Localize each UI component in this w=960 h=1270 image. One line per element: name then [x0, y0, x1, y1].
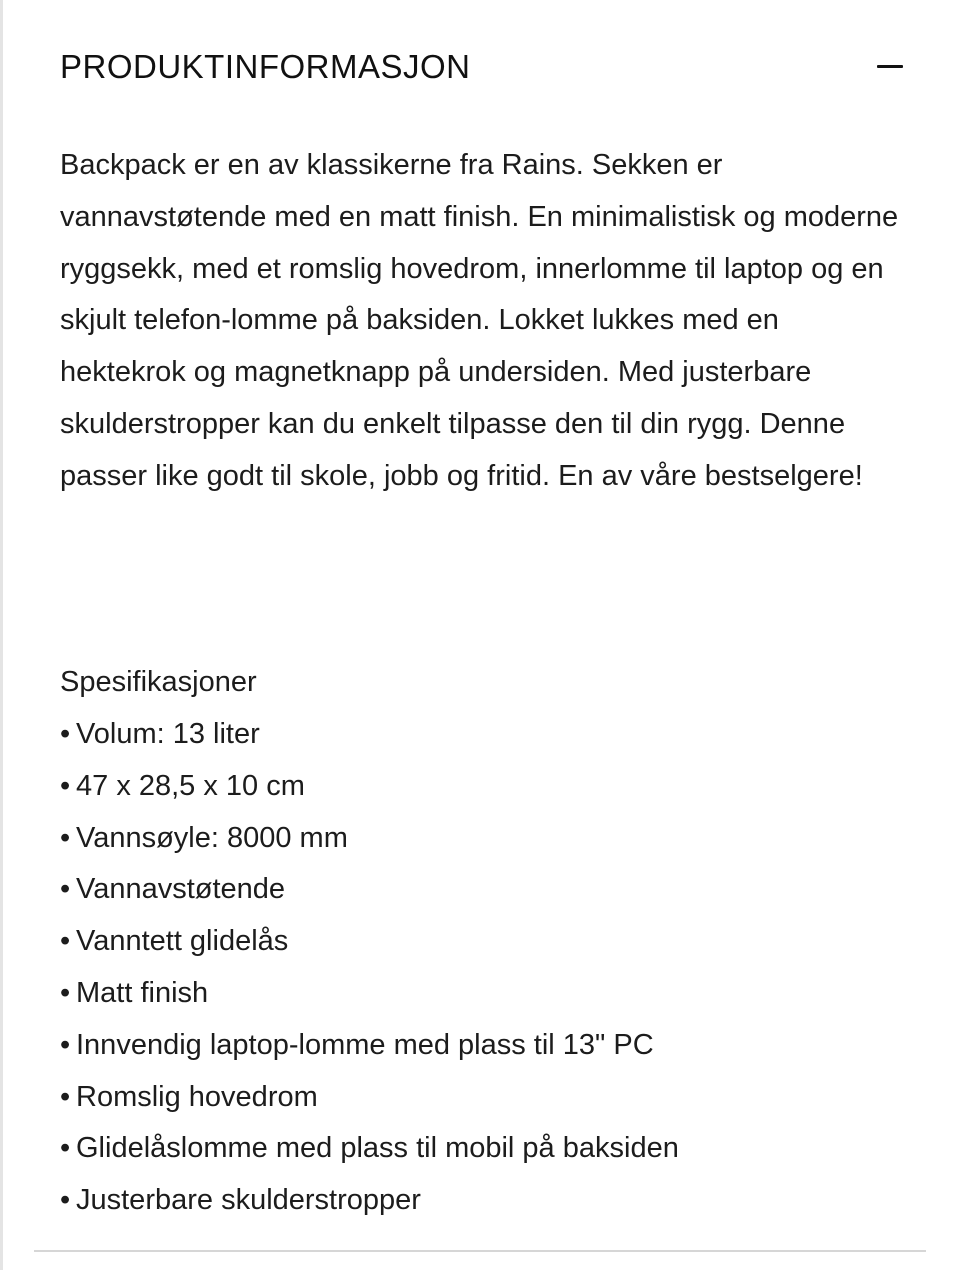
- section-divider: [34, 1250, 926, 1252]
- specifications-list: [60, 709, 910, 1227]
- spec-item: • Justerbare skulderstropper: [60, 1175, 910, 1227]
- spec-item: • Matt finish: [60, 968, 910, 1020]
- spec-item: • Vannavstøtende: [60, 864, 910, 916]
- specifications-heading: Spesifikasjoner: [60, 666, 257, 698]
- spec-item: • Volum: 13 liter: [60, 709, 910, 761]
- accordion-title: PRODUKTINFORMASJON: [60, 48, 471, 85]
- product-description: Backpack er en av klassikerne fra Rains. Sekken er vannavstøtende med en matt finish. En minimalistisk og moderne ryggsekk, med et romslig hovedrom, innerlomme til laptop og en skjult telefon-lomme på baksiden. Lokket lukkes med en hektekrok og magnetknapp på undersiden. Med justerbare skulderstropper kan du enkelt tilpasse den til din rygg. Denne passer like godt til skole, jobb og fritid. En av våre bestselgere!: [60, 149, 899, 492]
- spec-item: • Vanntett glidelås: [60, 916, 910, 968]
- spec-item: • 47 x 28,5 x 10 cm: [60, 761, 910, 813]
- accordion-header[interactable]: [60, 44, 905, 92]
- collapse-toggle-button[interactable]: [875, 52, 905, 82]
- spec-item: • Innvendig laptop-lomme med plass til 13" PC: [60, 1020, 910, 1072]
- spec-item: • Vannsøyle: 8000 mm: [60, 813, 910, 865]
- spec-item: • Romslig hovedrom: [60, 1072, 910, 1124]
- minus-icon: [877, 65, 903, 68]
- spec-item: • Glidelåslomme med plass til mobil på baksiden: [60, 1123, 910, 1175]
